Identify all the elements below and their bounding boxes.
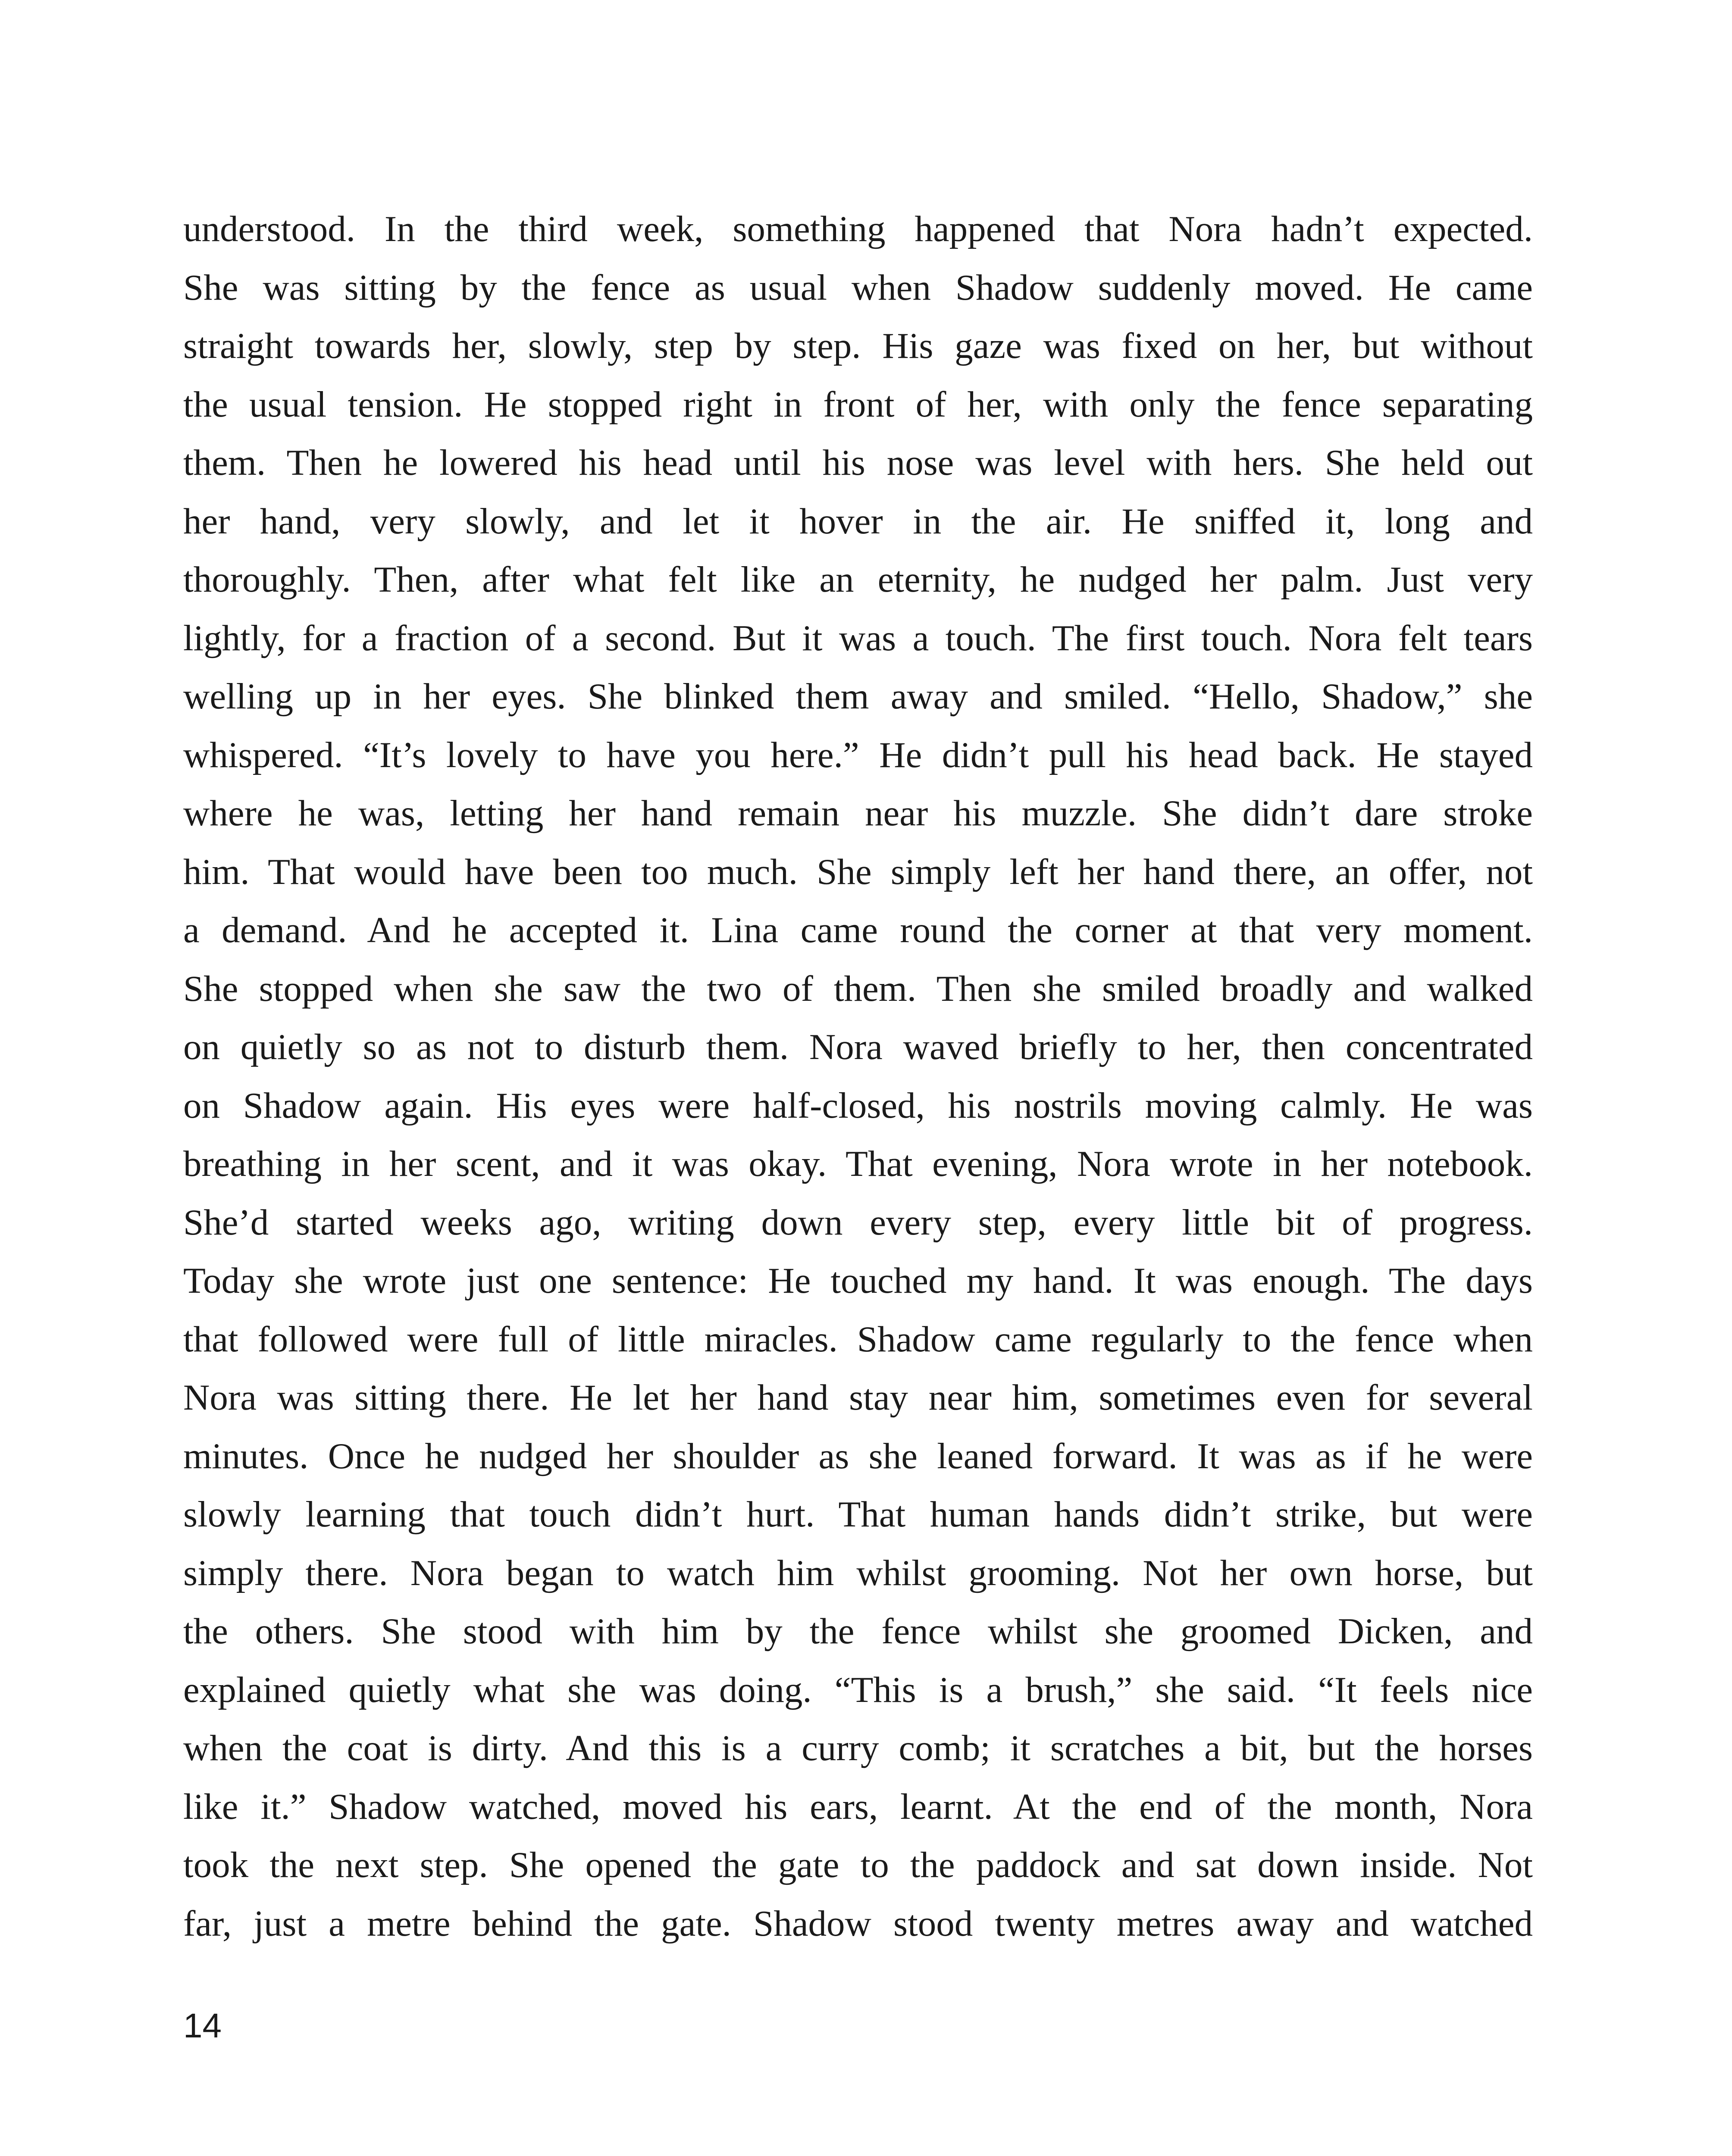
text-line: them. Then he lowered his head until his nose was level with hers. She held out	[183, 442, 1533, 483]
text-line: her hand, very slowly, and let it hover in the air. He sniffed it, long and	[183, 501, 1533, 542]
text-line: welling up in her eyes. She blinked them away and smiled. “Hello, Shadow,” she	[183, 676, 1533, 717]
text-line: She’d started weeks ago, writing down every step, every little bit of progress.	[183, 1202, 1533, 1243]
text-line: a demand. And he accepted it. Lina came round the corner at that very moment.	[183, 910, 1533, 950]
text-line: slowly learning that touch didn’t hurt. That human hands didn’t strike, but were	[183, 1494, 1533, 1535]
text-line: She was sitting by the fence as usual when Shadow suddenly moved. He came	[183, 267, 1533, 308]
text-line: the usual tension. He stopped right in front of her, with only the fence separating	[183, 384, 1533, 425]
text-line: thoroughly. Then, after what felt like an eternity, he nudged her palm. Just very	[183, 559, 1533, 600]
text-line: explained quietly what she was doing. “This is a brush,” she said. “It feels nice	[183, 1669, 1533, 1710]
text-line: Nora was sitting there. He let her hand stay near him, sometimes even for several	[183, 1377, 1533, 1418]
text-line: like it.” Shadow watched, moved his ears, learnt. At the end of the month, Nora	[183, 1786, 1533, 1827]
text-line: simply there. Nora began to watch him whilst grooming. Not her own horse, but	[183, 1552, 1533, 1593]
text-line: breathing in her scent, and it was okay. That evening, Nora wrote in her notebook.	[183, 1144, 1533, 1184]
text-line: that followed were full of little miracles. Shadow came regularly to the fence when	[183, 1319, 1533, 1360]
text-line: She stopped when she saw the two of them. Then she smiled broadly and walked	[183, 968, 1533, 1009]
text-line: on quietly so as not to disturb them. Nora waved briefly to her, then concentrated	[183, 1027, 1533, 1067]
text-line: understood. In the third week, something happened that Nora hadn’t expected.	[183, 209, 1533, 249]
text-line: straight towards her, slowly, step by step. His gaze was fixed on her, but without	[183, 326, 1533, 366]
page-number: 14	[183, 2006, 222, 2045]
text-line: where he was, letting her hand remain near his muzzle. She didn’t dare stroke	[183, 793, 1533, 834]
text-line: Today she wrote just one sentence: He touched my hand. It was enough. The days	[183, 1260, 1533, 1301]
text-line: him. That would have been too much. She simply left her hand there, an offer, not	[183, 851, 1533, 892]
text-line: whispered. “It’s lovely to have you here.” He didn’t pull his head back. He stayed	[183, 734, 1533, 775]
text-line: lightly, for a fraction of a second. But it was a touch. The first touch. Nora felt tears	[183, 617, 1533, 658]
text-line: on Shadow again. His eyes were half-closed, his nostrils moving calmly. He was	[183, 1085, 1533, 1126]
text-line: far, just a metre behind the gate. Shadow stood twenty metres away and watched	[183, 1903, 1533, 1944]
body-text	[183, 200, 1533, 1953]
text-line: the others. She stood with him by the fence whilst she groomed Dicken, and	[183, 1611, 1533, 1651]
text-line: minutes. Once he nudged her shoulder as she leaned forward. It was as if he were	[183, 1435, 1533, 1476]
text-line: when the coat is dirty. And this is a curry comb; it scratches a bit, but the horses	[183, 1728, 1533, 1768]
text-line: took the next step. She opened the gate to the paddock and sat down inside. Not	[183, 1845, 1533, 1885]
